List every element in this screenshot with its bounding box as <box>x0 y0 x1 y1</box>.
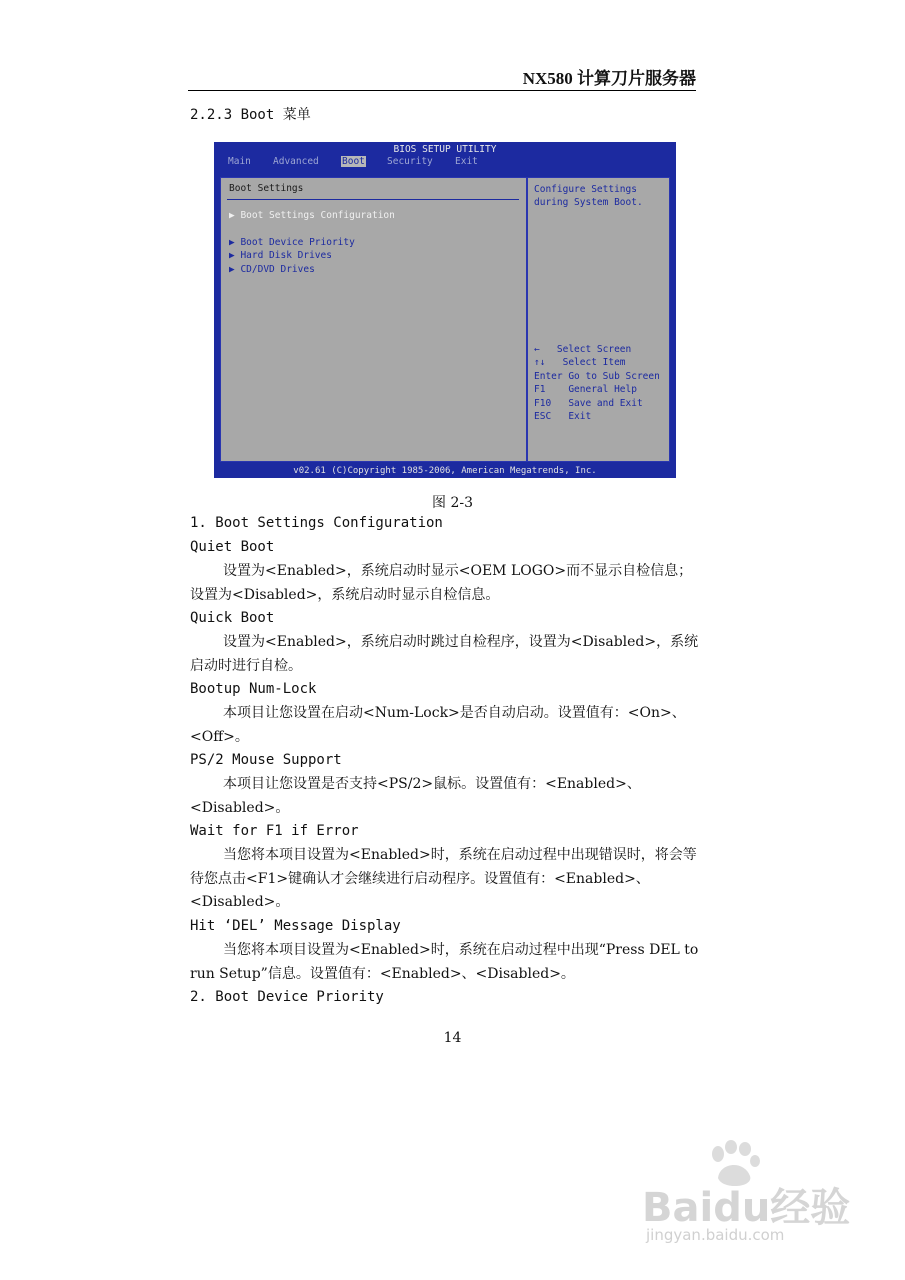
bios-screenshot <box>214 142 676 478</box>
bios-item-boot-device-priority: ▶ Boot Device Priority <box>229 237 355 248</box>
bios-menu-exit: Exit <box>455 156 478 167</box>
bios-key-save-exit: F10 Save and Exit <box>534 398 643 409</box>
heading-boot-device-priority: 2. Boot Device Priority <box>190 989 384 1005</box>
section-title: 2.2.3 Boot 菜单 <box>190 107 311 123</box>
bios-help-line-2: during System Boot. <box>534 197 643 208</box>
wait-f1-text: 当您将本项目设置为<Enabled>时，系统在启动过程中出现错误时，将会等待您点击<F1>键确认才会继续进行启动程序。设置值有：<Enabled>、<Disabled>。 <box>190 847 697 910</box>
numlock-title: Bootup Num-Lock <box>190 681 317 697</box>
document-title: NX580 计算刀片服务器 <box>522 69 696 88</box>
page-number: 14 <box>443 1030 462 1046</box>
heading-boot-settings-configuration: 1. Boot Settings Configuration <box>190 515 443 531</box>
wait-f1-title: Wait for F1 if Error <box>190 823 359 839</box>
bios-footer: v02.61 (C)Copyright 1985-2006, American Megatrends, Inc. <box>293 466 597 476</box>
bios-menu-security: Security <box>387 156 433 167</box>
ps2-mouse-title: PS/2 Mouse Support <box>190 752 342 768</box>
bios-menu-boot: Boot <box>342 156 365 167</box>
watermark-logo: Baidu经验 <box>642 1185 851 1231</box>
bios-key-select-screen: ← Select Screen <box>534 344 632 355</box>
bios-item-hard-disk-drives: ▶ Hard Disk Drives <box>229 250 332 261</box>
bios-heading: Boot Settings <box>229 183 304 194</box>
quiet-boot-title: Quiet Boot <box>190 539 275 555</box>
quick-boot-title: Quick Boot <box>190 610 275 626</box>
bios-help-pane <box>528 178 669 461</box>
bios-key-select-item: ↑↓ Select Item <box>534 357 626 368</box>
hit-del-text: 当您将本项目设置为<Enabled>时，系统在启动过程中出现“Press DEL to run Setup”信息。设置值有：<Enabled>、<Disabled>。 <box>190 942 699 982</box>
bios-key-sub-screen: Enter Go to Sub Screen <box>534 371 660 382</box>
quiet-boot-text: 设置为<Enabled>，系统启动时显示<OEM LOGO>而不显示自检信息；设置为<Disabled>，系统启动时显示自检信息。 <box>190 563 693 603</box>
baidu-watermark <box>632 1140 872 1255</box>
bios-heading-line <box>227 199 519 200</box>
bios-panel <box>220 177 670 462</box>
numlock-text: 本项目让您设置在启动<Num-Lock>是否自动启动。设置值有：<On>、<Off>。 <box>190 705 686 745</box>
bios-left-pane <box>221 178 526 461</box>
figure-caption: 图 2-3 <box>432 495 473 511</box>
bios-menubar <box>214 156 676 169</box>
watermark-url: jingyan.baidu.com <box>646 1226 785 1244</box>
quick-boot-text: 设置为<Enabled>，系统启动时跳过自检程序，设置为<Disabled>，系统启动时进行自检。 <box>190 634 699 674</box>
bios-menu-main: Main <box>228 156 251 167</box>
bios-item-cd-dvd-drives: ▶ CD/DVD Drives <box>229 264 315 275</box>
bios-title: BIOS SETUP UTILITY <box>393 144 497 155</box>
ps2-mouse-text: 本项目让您设置是否支持<PS/2>鼠标。设置值有：<Enabled>、<Disabled>。 <box>190 776 641 816</box>
bios-item-boot-settings-configuration: ▶ Boot Settings Configuration <box>229 210 395 221</box>
page-header <box>188 64 696 91</box>
bios-key-exit: ESC Exit <box>534 411 592 422</box>
bios-key-general-help: F1 General Help <box>534 384 637 395</box>
bios-menu-advanced: Advanced <box>273 156 319 167</box>
hit-del-title: Hit ‘DEL’ Message Display <box>190 918 401 934</box>
bios-help-line-1: Configure Settings <box>534 184 637 195</box>
